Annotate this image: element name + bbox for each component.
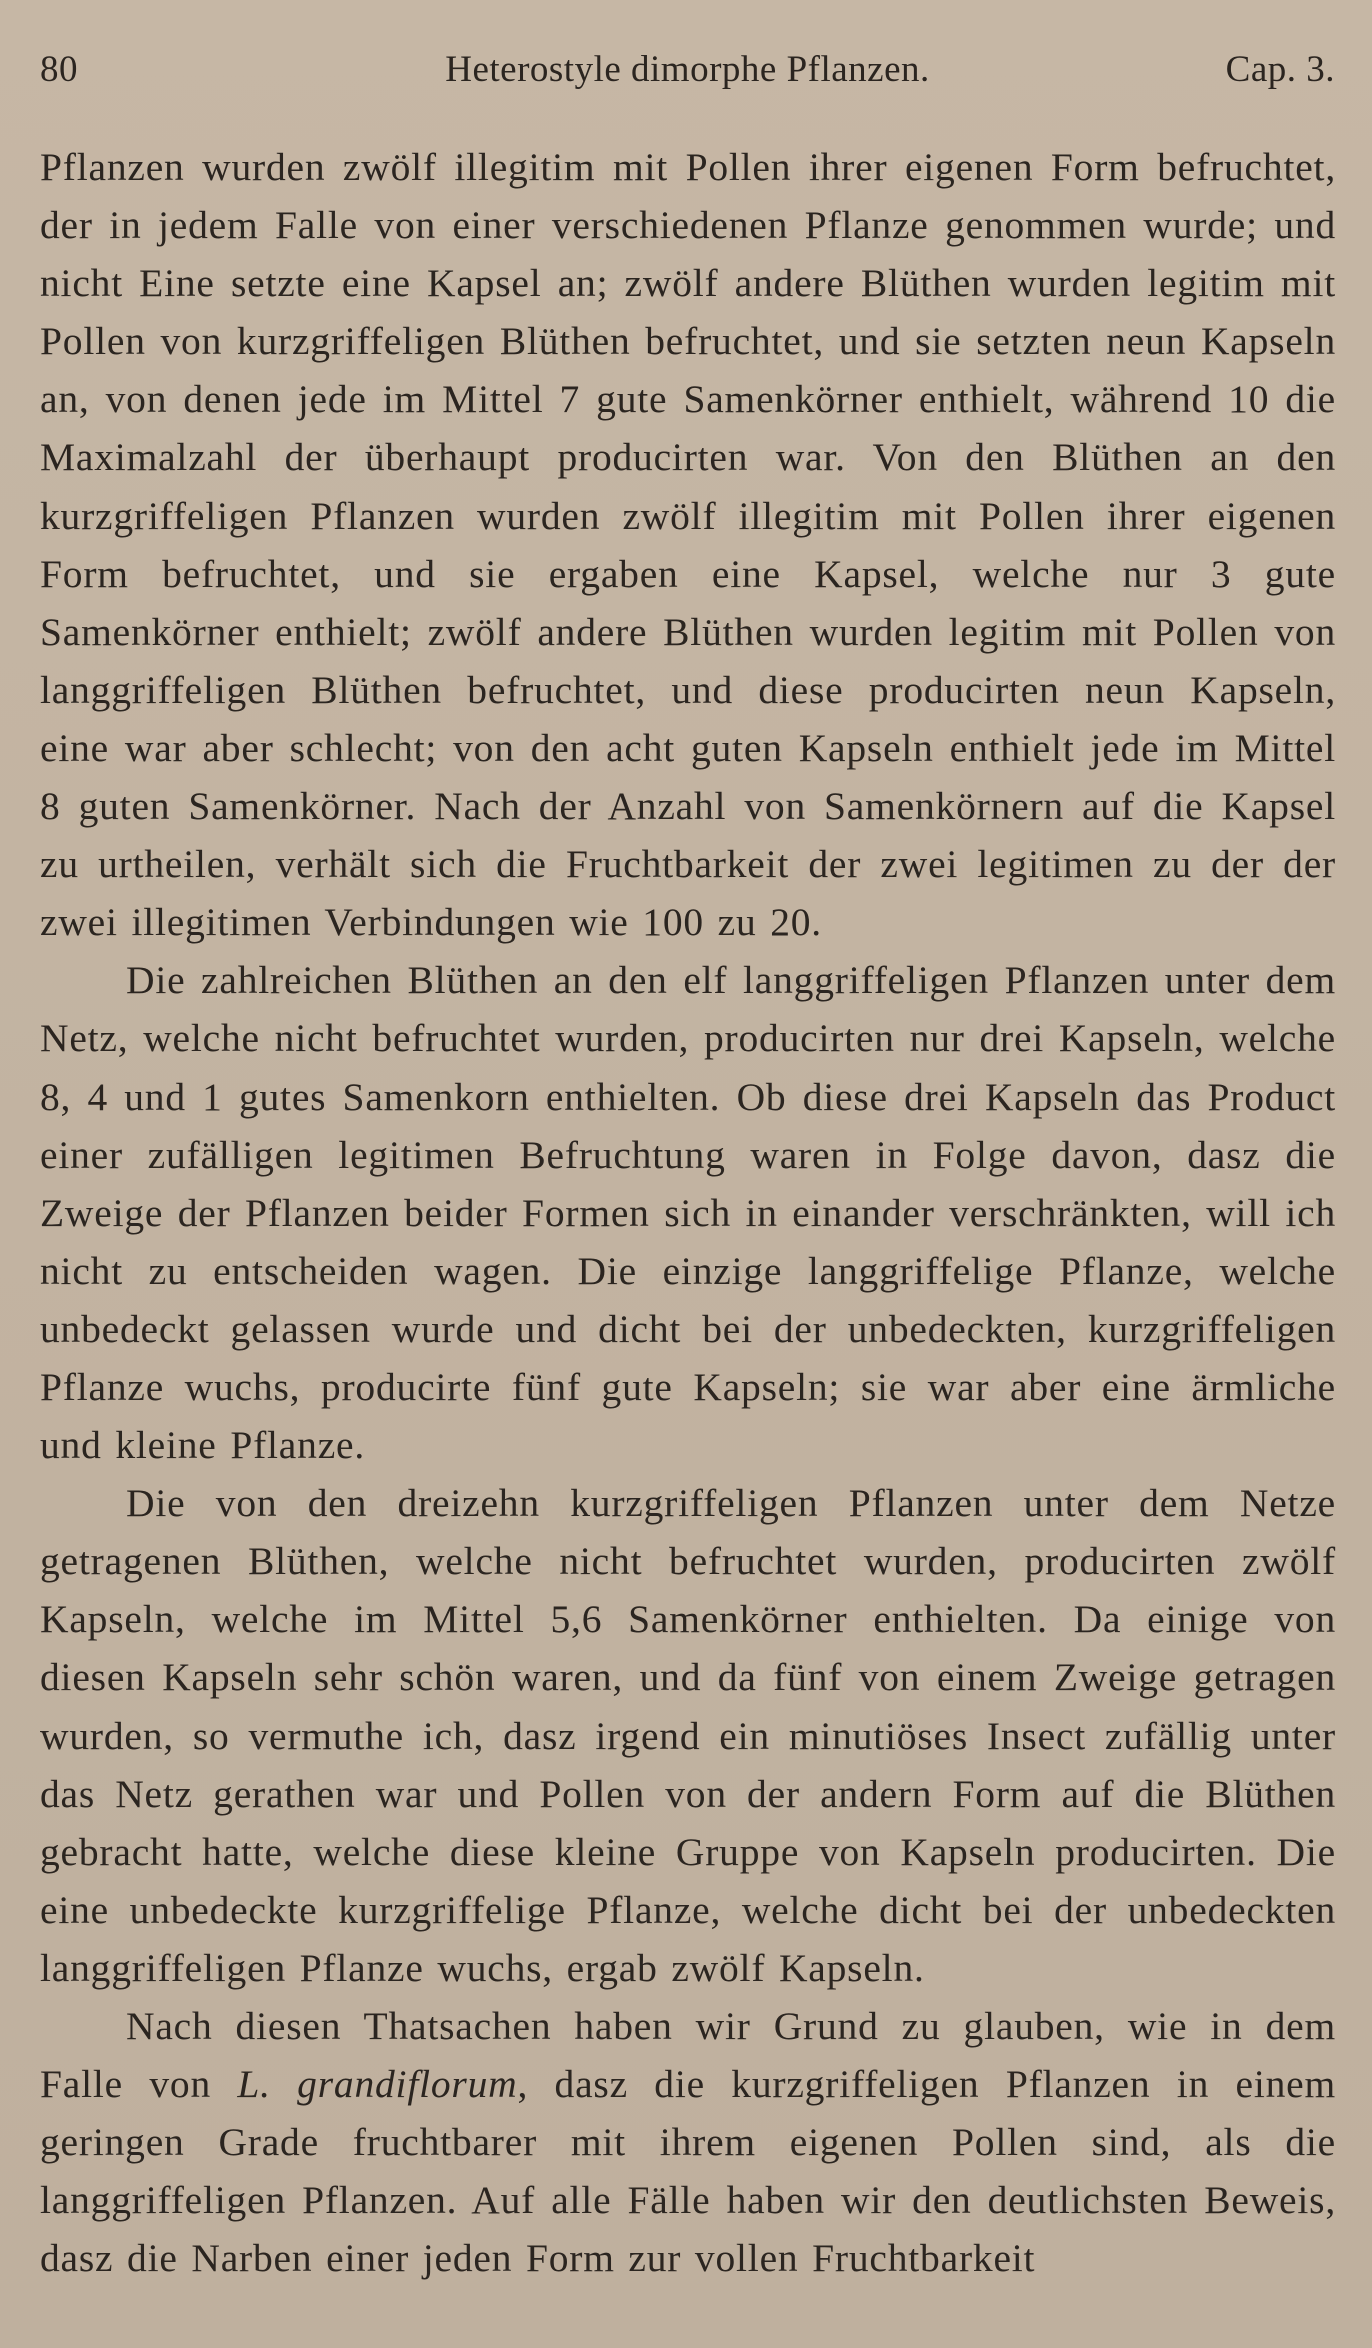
paragraph-2: Die zahlreichen Blüthen an den elf langgriffeligen Pflanzen unter dem Netz, welche nicht befruchtet wurden, producirten nur drei Kapseln, welche 8, 4 und 1 gutes Samenkorn enthielten. Ob diese drei Kapseln das Product einer zufälligen legitimen Befruchtung waren in Folge davon, dasz die Zweige der Pflanzen beider Formen sich in einander verschränkten, will ich nicht zu entscheiden wagen. Die einzige langgriffelige Pflanze, welche unbedeckt gelassen wurde und dicht bei der unbedeckten, kurzgriffeligen Pflanze wuchs, producirte fünf gute Kapseln; sie war aber eine ärmliche und kleine Pflanze.	[40, 958, 1336, 1468]
species-name-italic: L. grandiflorum	[237, 2062, 518, 2107]
page-number: 80	[40, 49, 78, 90]
running-header	[40, 48, 1335, 98]
paragraph-4	[40, 1997, 1336, 2287]
paragraph-3: Die von den dreizehn kurzgriffeligen Pflanzen unter dem Netze getragenen Blüthen, welche nicht befruchtet wurden, producirten zwölf Kapseln, welche im Mittel 5,6 Samenkörner enthielten. Da einige von diesen Kapseln sehr schön waren, und da fünf von einem Zweige getragen wurden, so vermuthe ich, dasz irgend ein minutiöses Insect zufällig unter das Netz gerathen war und Pollen von der andern Form auf die Blüthen gebracht hatte, welche diese kleine Gruppe von Kapseln producirten. Die eine unbedeckte kurzgriffelige Pflanze, welche dicht bei der unbedeckten langgriffeligen Pflanze wuchs, ergab zwölf Kapseln.	[40, 1481, 1336, 1990]
chapter-label: Cap. 3.	[1225, 49, 1335, 90]
paragraph-1: Pflanzen wurden zwölf illegitim mit Pollen ihrer eigenen Form befruchtet, der in jedem Falle von einer verschiedenen Pflanze genommen wurde; und nicht Eine setzte eine Kapsel an; zwölf andere Blüthen wurden legitim mit Pollen von kurzgriffeligen Blüthen befruchtet, und sie setzten neun Kapseln an, von denen jede im Mittel 7 gute Samenkörner enthielt, während 10 die Maximalzahl der überhaupt producirten war. Von den Blüthen an den kurzgriffeligen Pflanzen wurden zwölf illegitim mit Pollen ihrer eigenen Form befruchtet, und sie ergaben eine Kapsel, welche nur 3 gute Samenkörner enthielt; zwölf andere Blüthen wurden legitim mit Pollen von langgriffeligen Blüthen befruchtet, und diese producirten neun Kapseln, eine war aber schlecht; von den acht guten Kapseln enthielt jede im Mittel 8 guten Samenkörner. Nach der Anzahl von Samenkörnern auf die Kapsel zu urtheilen, verhält sich die Fruchtbarkeit der zwei legitimen zu der der zwei illegitimen Verbindungen wie 100 zu 20.	[40, 145, 1336, 945]
body-text	[40, 138, 1336, 2287]
paragraph-4-text-before: Nach diesen Thatsachen haben wir Grund zu glauben, wie in dem Falle von	[40, 2004, 1336, 2107]
running-title: Heterostyle dimorphe Pflanzen.	[445, 49, 930, 90]
paragraph-4-text-after: , dasz die kurzgriffeligen Pflanzen in einem geringen Grade fruchtbarer mit ihrem eigenen Pollen sind, als die langgriffeligen Pflanzen. Auf alle Fälle haben wir den deutlichsten Beweis, dasz die Narben einer jeden Form zur vollen Fruchtbarkeit	[40, 2062, 1336, 2281]
